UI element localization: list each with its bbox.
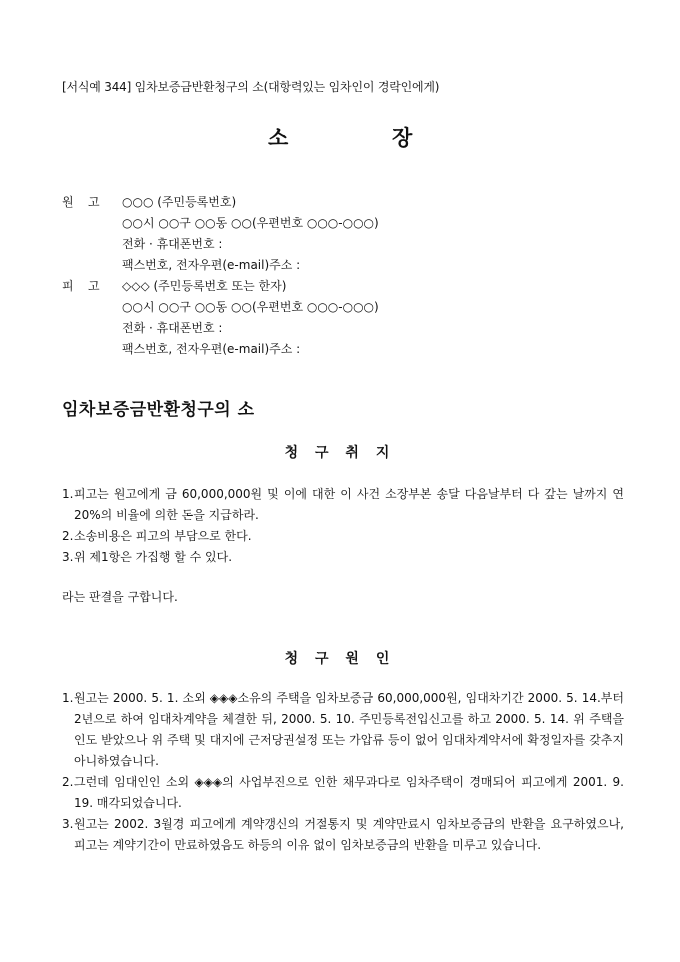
claim-purpose-item-1 <box>62 484 624 526</box>
item-number: 2. <box>62 775 74 789</box>
claim-cause-heading: 청 구 원 인 <box>284 651 396 667</box>
document-title-char-1: 소 <box>268 126 289 150</box>
plaintiff-phone: 전화 · 휴대폰번호 : <box>122 237 223 251</box>
defendant-fax-email: 팩스번호, 전자우편(e-mail)주소 : <box>122 342 301 356</box>
claim-purpose-item-2 <box>62 526 624 547</box>
form-title: [서식예 344] 임차보증금반환청구의 소(대항력있는 임차인이 경락인에게) <box>62 80 440 94</box>
document-title-char-2: 장 <box>392 126 413 150</box>
plaintiff-label-2: 고 <box>88 195 100 209</box>
plaintiff-name: ○○○ (주민등록번호) <box>122 195 237 209</box>
item-text: 원고는 2000. 5. 1. 소외 ◈◈◈소유의 주택을 임차보증금 60,000,000원, 임대차기간 2000. 5. 14.부터 2년으로 하여 임대차계약을 체결한 뒤, 2000. 5. 10. 주민등록전입신고를 하고 2000. 5. 14. 위 주택을 인도 받았으나 위 주택 및 대지에 근저당권설정 또는 가압류 등이 없어 임대차계약서에 확정일자를 갖추지 아니하였습니다. <box>74 691 624 768</box>
item-number: 1. <box>62 691 74 705</box>
item-text: 그런데 임대인인 소외 ◈◈◈의 사업부진으로 인한 채무과다로 임차주택이 경매되어 피고에게 2001. 9. 19. 매각되었습니다. <box>74 775 624 810</box>
claim-purpose-heading: 청 구 취 지 <box>284 445 396 461</box>
claim-cause-list <box>62 688 624 856</box>
item-number: 1. <box>62 487 74 501</box>
item-number: 3. <box>62 817 74 831</box>
defendant-phone: 전화 · 휴대폰번호 : <box>122 321 223 335</box>
defendant-address: ○○시 ○○구 ○○동 ○○(우편번호 ○○○-○○○) <box>122 300 379 314</box>
claim-cause-item-3 <box>62 814 624 856</box>
item-text: 피고는 원고에게 금 60,000,000원 및 이에 대한 이 사건 소장부본 송달 다음날부터 다 갚는 날까지 연 20%의 비율에 의한 돈을 지급하라. <box>74 487 624 522</box>
case-title: 임차보증금반환청구의 소 <box>62 400 255 420</box>
item-text: 원고는 2002. 3월경 피고에게 계약갱신의 거절통지 및 계약만료시 임차보증금의 반환을 요구하였으나, 피고는 계약기간이 만료하였음도 하등의 이유 없이 임차보증금의 반환을 미루고 있습니다. <box>74 817 624 852</box>
defendant-label-2: 고 <box>88 279 100 293</box>
defendant-label-1: 피 <box>62 279 74 293</box>
plaintiff-address: ○○시 ○○구 ○○동 ○○(우편번호 ○○○-○○○) <box>122 216 379 230</box>
plaintiff-label-1: 원 <box>62 195 74 209</box>
claim-purpose-item-3 <box>62 547 624 568</box>
item-number: 3. <box>62 550 74 564</box>
plaintiff-fax-email: 팩스번호, 전자우편(e-mail)주소 : <box>122 258 301 272</box>
judgment-request: 라는 판결을 구합니다. <box>62 590 178 604</box>
claim-cause-item-1 <box>62 688 624 772</box>
defendant-name: ◇◇◇ (주민등록번호 또는 한자) <box>122 279 287 293</box>
claim-cause-item-2 <box>62 772 624 814</box>
item-number: 2. <box>62 529 74 543</box>
item-text: 소송비용은 피고의 부담으로 한다. <box>74 529 252 543</box>
claim-purpose-list <box>62 484 624 568</box>
item-text: 위 제1항은 가집행 할 수 있다. <box>74 550 233 564</box>
